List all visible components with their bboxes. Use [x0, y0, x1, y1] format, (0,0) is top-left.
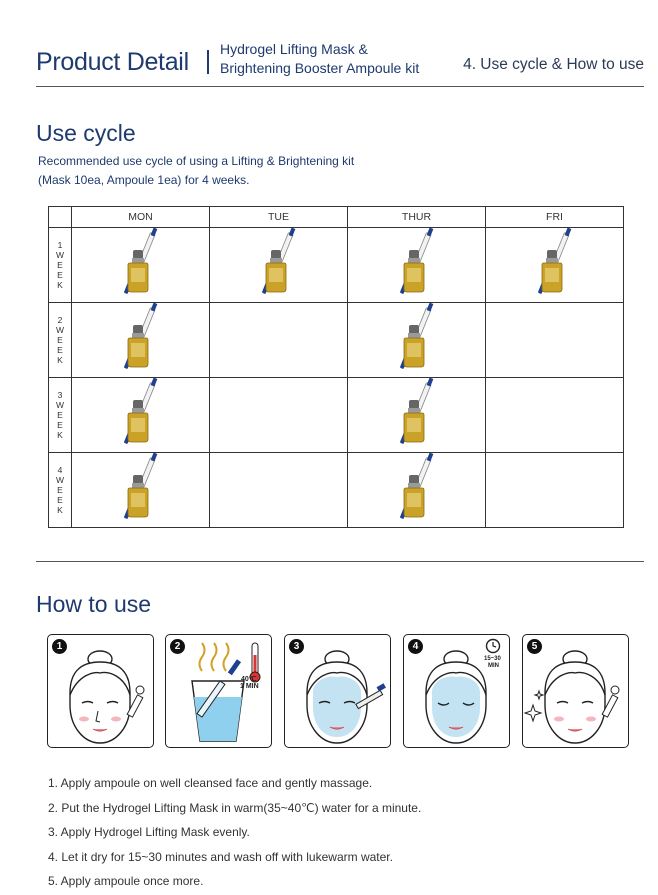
- ampoule-day-cell: [348, 453, 486, 528]
- ampoule-day-cell: [486, 228, 624, 303]
- ampoule-product-icon: [256, 228, 302, 298]
- step-5-panel: [522, 634, 629, 748]
- ampoule-product-icon: [118, 303, 164, 373]
- rest-day-cell: [486, 303, 624, 378]
- ampoule-day-cell: [72, 228, 210, 303]
- timer-unit-label: MIN: [488, 663, 499, 669]
- timer-label: 15~30: [484, 656, 501, 662]
- step-number-badge: 1: [52, 639, 67, 654]
- ampoule-day-cell: [348, 303, 486, 378]
- ampoule-product-icon: [394, 378, 440, 448]
- instruction-item: 1. Apply ampoule on well cleansed face and gently massage.: [48, 776, 373, 790]
- step-number-badge: 4: [408, 639, 423, 654]
- day-header: FRI: [486, 207, 624, 228]
- ampoule-day-cell: [210, 228, 348, 303]
- instructions-list: [48, 773, 421, 895]
- page-header: [36, 38, 644, 88]
- week-label-text: 3WEEK: [56, 390, 65, 440]
- steps-illustrations: [47, 634, 629, 748]
- day-header: MON: [72, 207, 210, 228]
- water-temperature-label: 40℃: [241, 676, 257, 683]
- use-cycle-description: [38, 152, 354, 190]
- week-label: [49, 303, 72, 378]
- product-name-line1: Hydrogel Lifting Mask &: [220, 41, 368, 57]
- week-row: [49, 453, 624, 528]
- use-cycle-desc-line1: Recommended use cycle of using a Lifting & Brightening kit: [38, 154, 355, 168]
- ampoule-product-icon: [118, 228, 164, 298]
- ampoule-product-icon: [532, 228, 578, 298]
- soak-time-label: 1 MIN: [240, 683, 259, 690]
- instruction-item: 5. Apply ampoule once more.: [48, 874, 204, 888]
- use-cycle-heading: Use cycle: [36, 120, 136, 146]
- step-4-panel: [403, 634, 510, 748]
- page-title: Product Detail: [36, 48, 189, 76]
- ampoule-product-icon: [118, 453, 164, 523]
- use-cycle-desc-line2: (Mask 10ea, Ampoule 1ea) for 4 weeks.: [38, 173, 250, 187]
- week-label: [49, 228, 72, 303]
- instruction-item: 4. Let it dry for 15~30 minutes and wash off with lukewarm water.: [48, 849, 393, 864]
- rest-day-cell: [210, 378, 348, 453]
- ampoule-day-cell: [72, 303, 210, 378]
- ampoule-product-icon: [394, 453, 440, 523]
- rest-day-cell: [210, 453, 348, 528]
- ampoule-day-cell: [72, 453, 210, 528]
- week-row: [49, 378, 624, 453]
- product-name: [220, 40, 419, 78]
- section-divider: [36, 561, 644, 562]
- title-divider: [207, 50, 209, 74]
- rest-day-cell: [210, 303, 348, 378]
- week-label-text: 2WEEK: [56, 315, 65, 365]
- step-number-badge: 2: [170, 639, 185, 654]
- step-number-badge: 5: [527, 639, 542, 654]
- corner-cell: [49, 207, 72, 228]
- day-header: THUR: [348, 207, 486, 228]
- section-label: 4. Use cycle & How to use: [463, 56, 644, 73]
- step-3-panel: [284, 634, 391, 748]
- rest-day-cell: [486, 453, 624, 528]
- header-rule: [36, 86, 644, 87]
- week-label: [49, 378, 72, 453]
- step-1-panel: [47, 634, 154, 748]
- ampoule-product-icon: [394, 303, 440, 373]
- use-cycle-table: [48, 206, 624, 528]
- day-header: TUE: [210, 207, 348, 228]
- instruction-item: 3. Apply Hydrogel Lifting Mask evenly.: [48, 825, 250, 839]
- week-label: [49, 453, 72, 528]
- week-label-text: 1WEEK: [56, 240, 65, 290]
- week-row: [49, 228, 624, 303]
- instruction-item: 2. Put the Hydrogel Lifting Mask in warm(35~40℃) water for a minute.: [48, 800, 422, 815]
- product-name-line2: Brightening Booster Ampoule kit: [220, 60, 420, 76]
- step-number-badge: 3: [289, 639, 304, 654]
- ampoule-product-icon: [118, 378, 164, 448]
- rest-day-cell: [486, 378, 624, 453]
- ampoule-day-cell: [72, 378, 210, 453]
- week-row: [49, 303, 624, 378]
- how-to-use-heading: How to use: [36, 591, 152, 617]
- step-2-panel: [165, 634, 272, 748]
- week-label-text: 4WEEK: [56, 465, 65, 515]
- ampoule-day-cell: [348, 228, 486, 303]
- day-header-row: [49, 207, 624, 228]
- ampoule-day-cell: [348, 378, 486, 453]
- ampoule-product-icon: [394, 228, 440, 298]
